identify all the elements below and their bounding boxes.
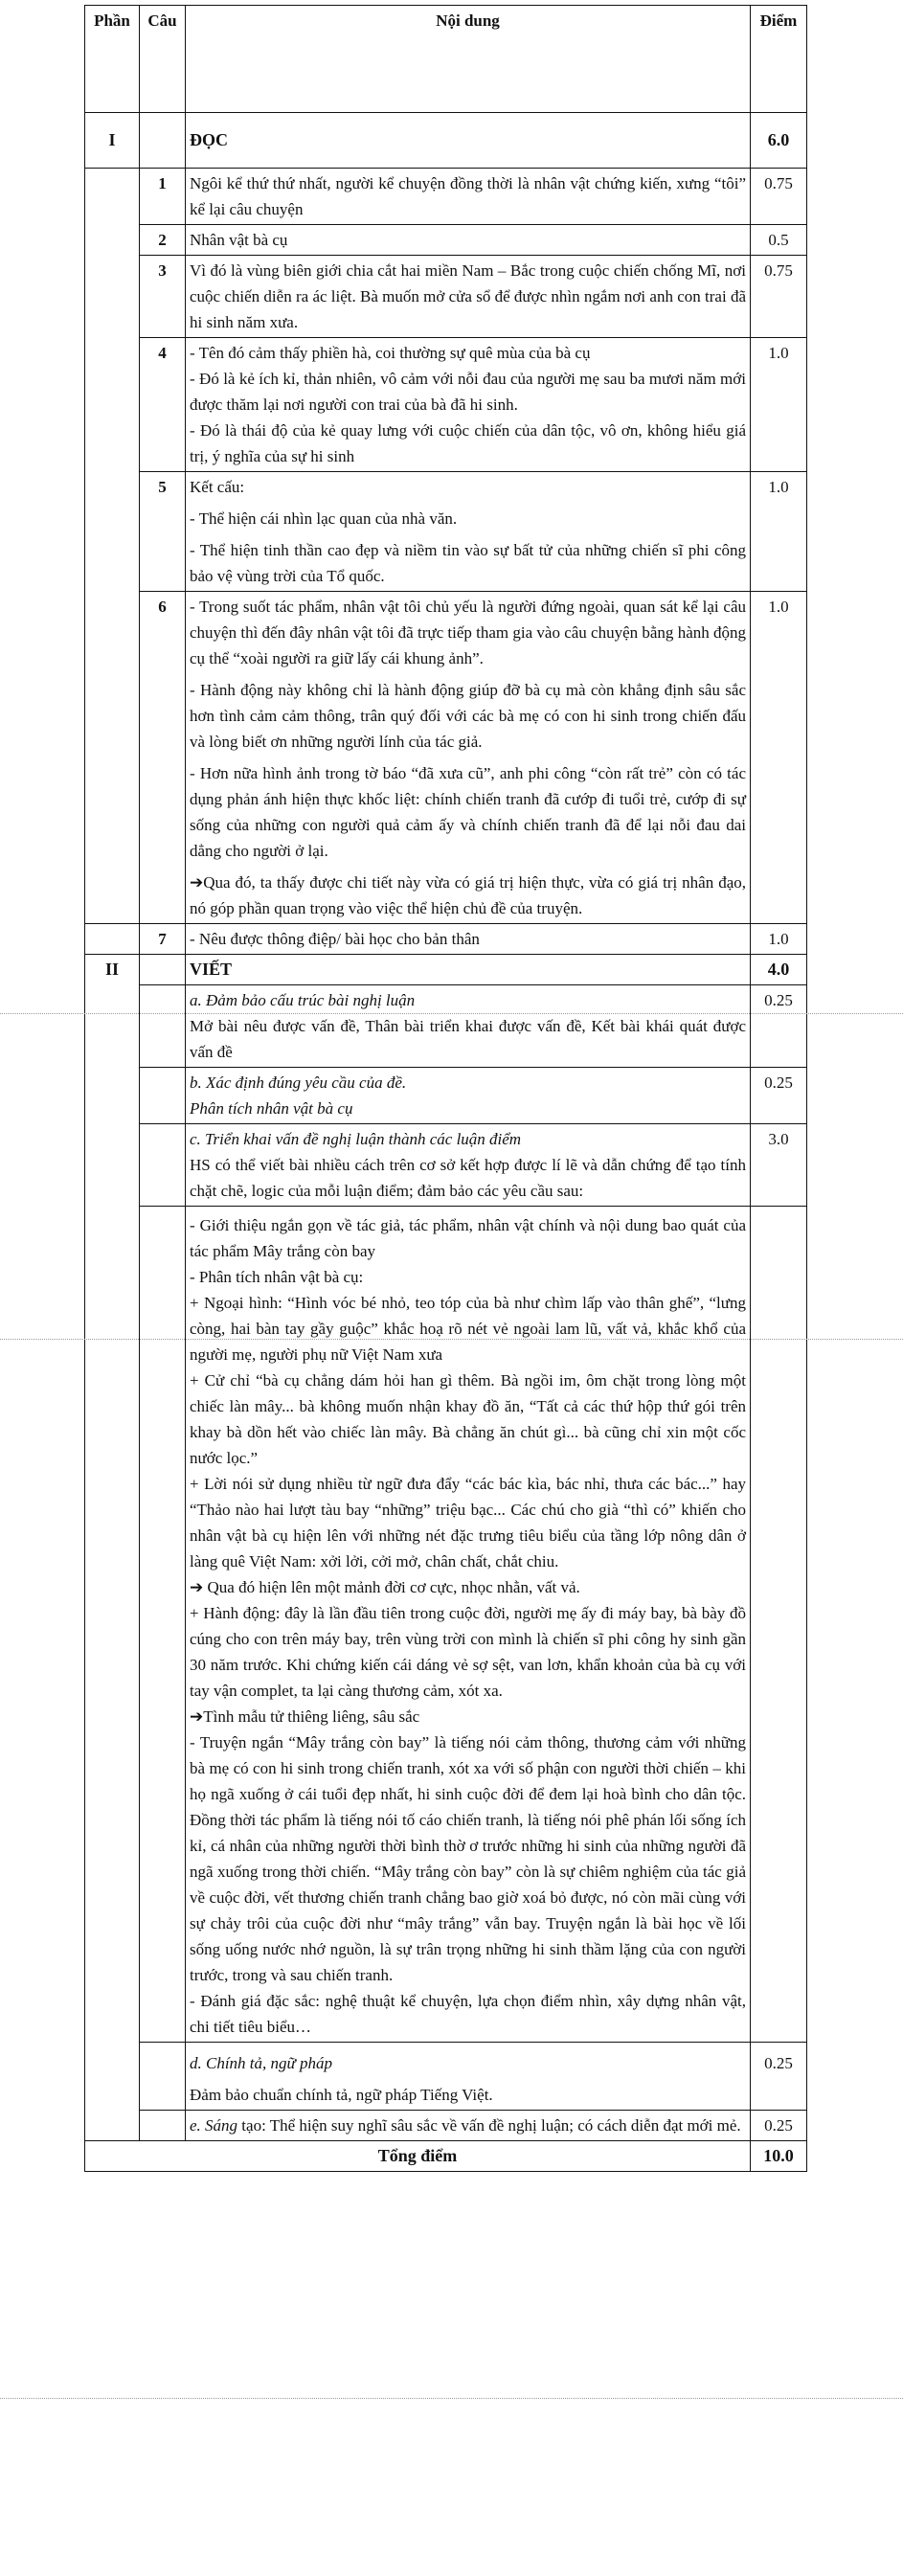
question-number: 5: [140, 472, 186, 592]
answer-line: - Trong suốt tác phẩm, nhân vật tôi chủ yếu là người đứng ngoài, quan sát kể lại câu chuyện thì đến đây nhân vật tôi đã trực tiếp tham gia vào câu chuyện bằng hành động cụ thể “xoài người ra giữ lấy cái khung ảnh”.: [190, 598, 746, 667]
question-answer: [186, 592, 751, 924]
question-number: 3: [140, 256, 186, 338]
empty-cell: [140, 1207, 186, 2043]
question-score: 1.0: [751, 472, 807, 592]
header-part: Phần: [85, 6, 140, 113]
criterion-c: [186, 1124, 751, 1207]
detail-line: - Giới thiệu ngắn gọn về tác giả, tác phẩm, nhân vật chính và nội dung bao quát của tác phẩm Mây trắng còn bay: [190, 1216, 746, 1260]
criterion-row: [85, 1124, 807, 1207]
criterion-title: c. Triển khai vấn đề nghị luận thành các luận điểm: [190, 1130, 522, 1148]
question-answer: [186, 225, 751, 256]
question-score: 0.75: [751, 169, 807, 225]
answer-line: - Hành động này không chỉ là hành động giúp đỡ bà cụ mà còn khẳng định sâu sắc hơn tình cảm cảm thông, trân quý đối với các bà mẹ có con hi sinh trong chiến đấu và lòng biết ơn những người lính của tác giả.: [190, 681, 746, 751]
question-score: 1.0: [751, 592, 807, 924]
criterion-row: [85, 1068, 807, 1124]
answer-line: ➔Qua đó, ta thấy được chi tiết này vừa có giá trị hiện thực, vừa có giá trị nhân đạo, nó góp phần quan trọng vào việc thể hiện chủ đề của truyện.: [190, 873, 746, 917]
criterion-title: b. Xác định đúng yêu cầu của đề.: [190, 1073, 407, 1092]
question-score: 0.75: [751, 256, 807, 338]
detail-line: + Cử chỉ “bà cụ chẳng dám hỏi han gì thêm. Bà ngồi im, ôm chặt trong lòng một chiếc làn mây... bà không muốn nhận khay đồ ăn, “Tất cả các thứ hộp thứ gói trên khay bà dồn hết vào chiếc làn mây. Bà chẳng ăn chút gì... bà cũng chỉ xin một cốc nước lọc.”: [190, 1371, 746, 1467]
question-number: 4: [140, 338, 186, 472]
criterion-b: [186, 1068, 751, 1124]
criterion-body: tạo: Thể hiện suy nghĩ sâu sắc về vấn đề nghị luận; có cách diễn đạt mới mẻ.: [237, 2116, 741, 2135]
grading-rubric-table: [84, 5, 807, 2172]
part-spacer-cell: [85, 924, 140, 955]
criterion-body: Đảm bảo chuẩn chính tả, ngữ pháp Tiếng Việt.: [190, 2086, 493, 2104]
criterion-row: [85, 985, 807, 1068]
criterion-title: e. Sáng: [190, 2116, 238, 2135]
question-row: [85, 256, 807, 338]
criterion-row: [85, 2043, 807, 2111]
section-title: VIẾT: [186, 955, 751, 985]
empty-cell: [140, 1124, 186, 1207]
total-row: [85, 2141, 807, 2172]
header-content: Nội dung: [186, 6, 751, 113]
empty-cell: [140, 955, 186, 985]
question-answer: [186, 169, 751, 225]
section-score: 6.0: [751, 113, 807, 169]
detail-line: - Phân tích nhân vật bà cụ:: [190, 1268, 364, 1286]
detail-line: ➔ Qua đó hiện lên một mảnh đời cơ cực, nhọc nhằn, vất vả.: [190, 1578, 580, 1596]
question-row: [85, 592, 807, 924]
criterion-score: 0.25: [751, 1068, 807, 1124]
question-answer: [186, 472, 751, 592]
question-number: 6: [140, 592, 186, 924]
section-row-writing: [85, 955, 807, 985]
criterion-details-row: [85, 1207, 807, 2043]
answer-line: Vì đó là vùng biên giới chia cắt hai miền Nam – Bắc trong cuộc chiến chống Mĩ, nơi cuộc chiến diễn ra ác liệt. Bà muốn mở cửa sổ để được nhìn ngắm nơi anh con trai đã hi sinh năm xưa.: [190, 261, 746, 331]
answer-line: - Thể hiện cái nhìn lạc quan của nhà văn.: [190, 509, 458, 528]
total-score: 10.0: [751, 2141, 807, 2172]
empty-cell: [751, 1207, 807, 2043]
answer-line: Ngôi kể thứ thứ nhất, người kể chuyện đồng thời là nhân vật chứng kiến, xưng “tôi” kể lại câu chuyện: [190, 174, 746, 218]
answer-line: - Tên đó cảm thấy phiền hà, coi thường sự quê mùa của bà cụ: [190, 344, 591, 362]
page-break-line: [0, 1339, 903, 1340]
criterion-a: [186, 985, 751, 1068]
section-roman: II: [85, 955, 140, 2141]
answer-line: - Đó là kẻ ích kỉ, thản nhiên, vô cảm với nỗi đau của người mẹ sau ba mươi năm mới được thăm lại nơi người con trai của bà đã hi sinh.: [190, 370, 746, 414]
question-row: [85, 169, 807, 225]
page-break-line: [0, 1013, 903, 1014]
empty-cell: [140, 2111, 186, 2141]
question-score: 1.0: [751, 338, 807, 472]
answer-line: - Thể hiện tinh thần cao đẹp và niềm tin vào sự bất tử của những chiến sĩ phi công bảo vệ vùng trời của Tổ quốc.: [190, 541, 746, 585]
empty-cell: [140, 1068, 186, 1124]
detail-line: ➔Tình mẫu tử thiêng liêng, sâu sắc: [190, 1707, 420, 1726]
answer-line: Nhân vật bà cụ: [190, 231, 288, 249]
question-row: [85, 472, 807, 592]
detail-line: + Lời nói sử dụng nhiều từ ngữ đưa đẩy “các bác kìa, bác nhỉ, thưa các bác...” hay “Thảo nào hai lượt tàu bay “những” triệu bạc... Các chú cho già “thì có” khiến cho nhân vật bà cụ hiện lên với những nét đặc trưng tiêu biểu của tầng lớp nông dân ở làng quê Việt Nam: xởi lởi, cởi mở, chân chất, chắt chiu.: [190, 1475, 746, 1570]
answer-line: - Hơn nữa hình ảnh trong tờ báo “đã xưa cũ”, anh phi công “còn rất trẻ” còn có tác dụng phản ánh hiện thực khốc liệt: chính chiến tranh đã cướp đi tuổi trẻ, cướp đi sự sống của những con người quả cảm ấy và chính chiến tranh đã để lại nỗi đau dai dẳng cho người ở lại.: [190, 764, 746, 860]
section-score: 4.0: [751, 955, 807, 985]
question-row: [85, 924, 807, 955]
criterion-body: HS có thể viết bài nhiều cách trên cơ sở kết hợp được lí lẽ và dẫn chứng để tạo tính chặt chẽ, logic của mỗi luận điểm; đảm bảo các yêu cầu sau:: [190, 1156, 746, 1200]
question-number: 1: [140, 169, 186, 225]
criterion-score: 0.25: [751, 2111, 807, 2141]
criterion-body: Mở bài nêu được vấn đề, Thân bài triển khai được vấn đề, Kết bài khái quát được vấn đề: [190, 1017, 746, 1061]
question-row: [85, 338, 807, 472]
answer-line: Kết cấu:: [190, 478, 245, 496]
criterion-d: [186, 2043, 751, 2111]
question-number: 7: [140, 924, 186, 955]
question-answer: [186, 338, 751, 472]
question-score: 0.5: [751, 225, 807, 256]
criterion-title: d. Chính tả, ngữ pháp: [190, 2054, 333, 2072]
detail-line: + Ngoại hình: “Hình vóc bé nhỏ, teo tóp của bà như chìm lấp vào thân ghế”, “lưng còng, hai bàn tay gầy guộc” khắc hoạ rõ nét vẻ ngoài lam lũ, vất vả, khắc khổ của người mẹ, người phụ nữ Việt Nam xưa: [190, 1294, 746, 1364]
empty-cell: [140, 2043, 186, 2111]
table-header-row: [85, 6, 807, 113]
criterion-e: [186, 2111, 751, 2141]
answer-line: - Nêu được thông điệp/ bài học cho bản thân: [190, 930, 480, 948]
section-row-reading: [85, 113, 807, 169]
page-break-line: [0, 2398, 903, 2399]
criterion-score: 0.25: [751, 985, 807, 1068]
detail-line: + Hành động: đây là lần đầu tiên trong cuộc đời, người mẹ ấy đi máy bay, bà bày đồ cúng cho con trên máy bay, trên vùng trời con mình là chiến sĩ phi công hy sinh gần 30 năm trước. Khi chứng kiến cái dáng vẻ sợ sệt, van lơn, khẩn khoản của bà cụ với tay vận complet, ta lại càng thương cảm, xót xa.: [190, 1604, 746, 1700]
empty-cell: [140, 113, 186, 169]
question-answer: [186, 924, 751, 955]
section-roman: I: [85, 113, 140, 169]
question-number: 2: [140, 225, 186, 256]
criterion-score: 0.25: [751, 2043, 807, 2111]
question-answer: [186, 256, 751, 338]
empty-cell: [140, 985, 186, 1068]
criterion-row: [85, 2111, 807, 2141]
detail-line: - Đánh giá đặc sắc: nghệ thuật kể chuyện, lựa chọn điểm nhìn, xây dựng nhân vật, chi tiết tiêu biểu…: [190, 1992, 746, 2036]
header-score: Điểm: [751, 6, 807, 113]
part-spacer-cell: [85, 169, 140, 924]
criterion-body: Phân tích nhân vật bà cụ: [190, 1099, 353, 1118]
total-label: Tổng điểm: [85, 2141, 751, 2172]
detail-line: - Truyện ngắn “Mây trắng còn bay” là tiếng nói cảm thông, thương cảm với những bà mẹ có con hi sinh trong chiến tranh, xót xa với số phận con người thời chiến – khi họ ngã xuống ở cái tuổi đẹp nhất, hi sinh cuộc đời để đem lại hoà bình cho dân tộc. Đồng thời tác phẩm là tiếng nói tố cáo chiến tranh, là tiếng nói phê phán lối sống ích kỉ, cá nhân của những người thời bình thờ ơ trước những hi sinh của những người đã ngã xuống trong thời chiến. “Mây trắng còn bay” còn là sự chiêm nghiệm của tác giả về cuộc đời, vết thương chiến tranh chẳng bao giờ xoá bỏ được, nó còn mãi cùng với sự chảy trôi của cuộc đời như “mây trắng” vẫn bay. Truyện ngắn là bài học về lối sống uống nước nhớ nguồn, là sự trân trọng những hi sinh thầm lặng của con người trước, trong và sau chiến tranh.: [190, 1733, 746, 1984]
criterion-c-details: [186, 1207, 751, 2043]
question-score: 1.0: [751, 924, 807, 955]
question-row: [85, 225, 807, 256]
criterion-title: a. Đảm bảo cấu trúc bài nghị luận: [190, 991, 416, 1009]
answer-line: - Đó là thái độ của kẻ quay lưng với cuộc chiến của dân tộc, vô ơn, không hiểu giá trị, ý nghĩa của sự hi sinh: [190, 421, 746, 465]
criterion-score: 3.0: [751, 1124, 807, 1207]
section-title: ĐỌC: [186, 113, 751, 169]
header-question: Câu: [140, 6, 186, 113]
